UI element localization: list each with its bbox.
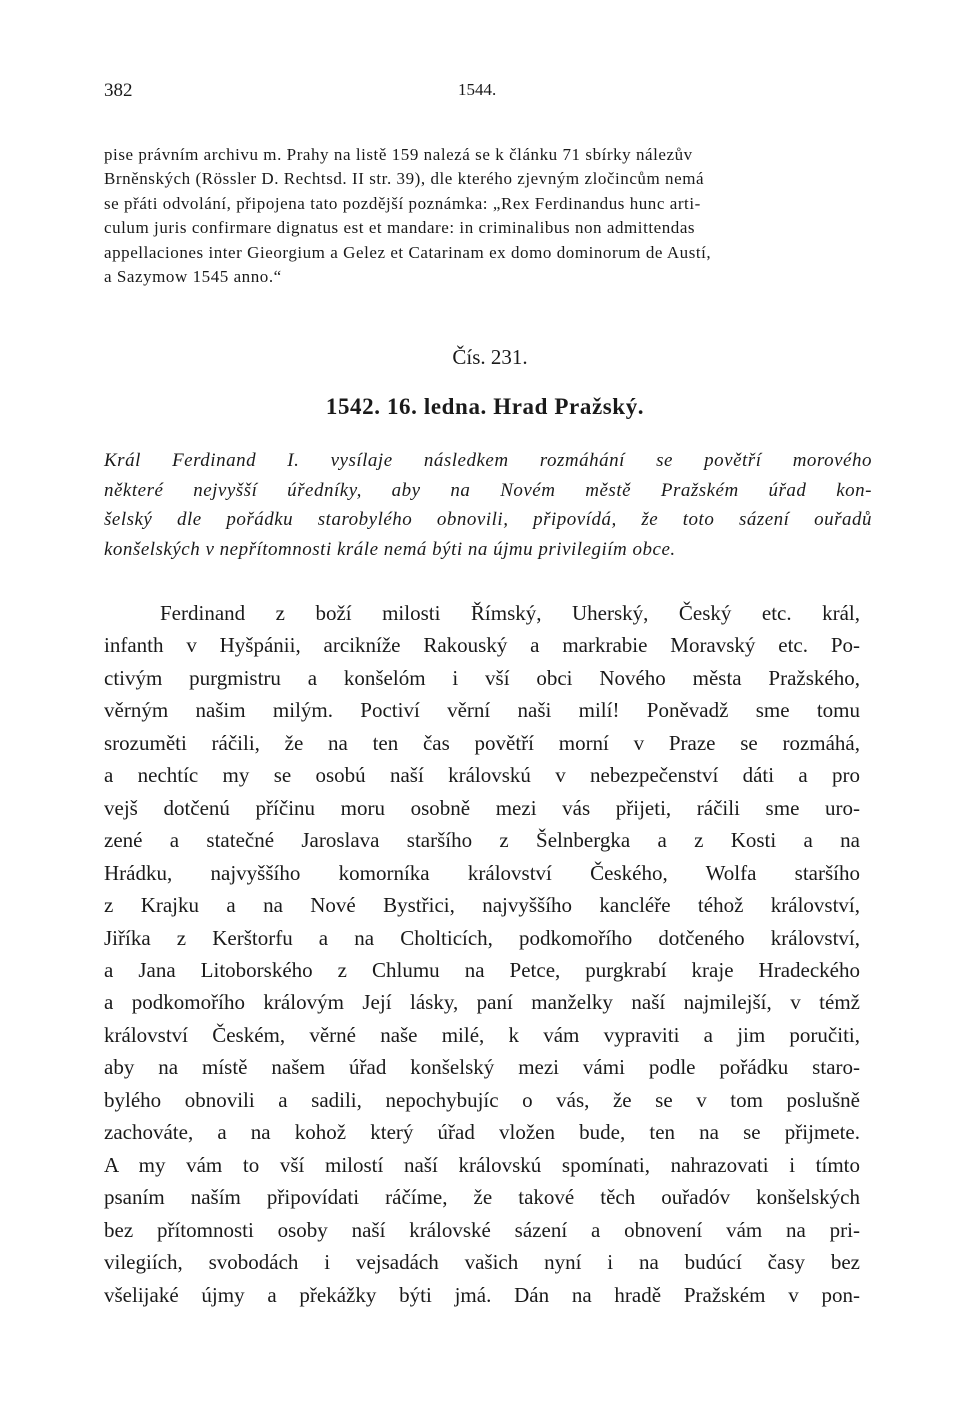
page-number: 382 [104,80,133,101]
document-body [104,597,860,1311]
body-line: všelijaké újmy a překážky býti jmá. Dán na hradě Pražském v pon- [104,1282,860,1307]
body-line: a nechtíc my se osobú naší královskú v nebezpečenství dáti a pro [104,763,860,788]
body-line: Ferdinand z boží milosti Římský, Uherský, Český etc. král, [160,601,860,625]
document-number: Čís. 231. [452,345,528,369]
body-line: Jiříka z Kerštorfu a na Cholticích, podkomořího dotčeného království, [104,925,860,950]
body-line: infanth v Hyšpánii, arcikníže Rakouský a markrabie Moravský etc. Po- [104,633,860,658]
running-head-year: 1544. [458,80,497,99]
body-line: bez přítomnosti osoby naší královské sázení a obnovení vám na pri- [104,1217,860,1242]
body-line: vilegiích, svobodách i vejsadách vašich nyní i na budúcí časy bez [104,1250,860,1275]
footnote-line: appellaciones inter Gieorgium a Gelez et Catarinam ex domo dominorum de Austí, [104,242,712,262]
footnote-line: a Sazymow 1545 anno.“ [104,267,282,287]
body-line: a podkomořího královým Její lásky, paní manželky naší najmilejší, v témž [104,990,860,1015]
body-line: zachováte, a na kohož který úřad vložen bude, ten na se přijmete. [104,1120,860,1145]
footnote-line: culum juris confirmare dignatus est et mandare: in criminalibus non admittendas [104,218,696,238]
page-header [104,80,868,110]
regest-line: konšelských v nepřítomnosti krále nemá býti na újmu privilegiím obce. [104,538,676,560]
footnote-line: pise právním archivu m. Prahy na listě 159 nalezá se k článku 71 sbírky nálezův [104,145,693,164]
regest-line: Král Ferdinand I. vysílaje následkem rozmáhání se povětří morového [104,450,872,471]
body-line: a Jana Litoborského z Chlumu na Petce, purgkrabí kraje Hradeckého [104,957,860,982]
body-line: vejš dotčenú příčinu moru osobně mezi vás přijeti, ráčili sme uro- [104,795,860,820]
body-line: bylého obnovili a sadili, nepochybujíc o vás, že se v tom poslušně [104,1087,860,1112]
document-date-heading: 1542. 16. ledna. Hrad Pražský. [325,394,645,419]
regest-line: šelský dle pořádku starobylého obnovili, připovídá, že toto sázení ouřadů [104,509,872,530]
body-line: psaním naším připovídati ráčíme, že takové těch ouřadóv konšelských [104,1185,860,1210]
regest-summary [104,446,872,564]
body-line: ctivým purgmistru a konšelóm i vší obci Nového města Pražského, [104,665,860,690]
regest-line: některé nejvyšší úředníky, aby na Novém městě Pražském úřad kon- [104,479,872,501]
body-line: Hrádku, najvyššího komorníka království Českého, Wolfa staršího [104,860,860,885]
body-line: zené a statečné Jaroslava staršího z Šelnbergka a z Kosti a na [104,828,860,853]
body-line: A my vám to vší milostí naší královskú spomínati, nahrazovati i tímto [104,1152,860,1177]
body-line: srozuměti ráčili, že na ten čas povětří morní v Praze se rozmáhá, [104,730,860,755]
body-line: království Českém, věrné naše milé, k vám vypraviti a jim poručiti, [104,1022,860,1047]
footnote-block [104,143,872,289]
body-line: z Krajku a na Nové Bystřici, najvyššího kancléře téhož království, [104,893,860,918]
footnote-line: se přáti odvolání, připojena tato pozdější poznámka: „Rex Ferdinandus hunc arti- [104,193,701,213]
body-line: věrným našim milým. Poctiví věrní naši milí! Poněvadž sme tomu [104,698,860,723]
footnote-line: Brněnských (Rössler D. Rechtsd. II str. 39), dle kterého zjevným zločincům nemá [104,169,705,189]
body-line: aby na místě našem úřad konšelský mezi vámi podle pořádku staro- [104,1055,860,1080]
